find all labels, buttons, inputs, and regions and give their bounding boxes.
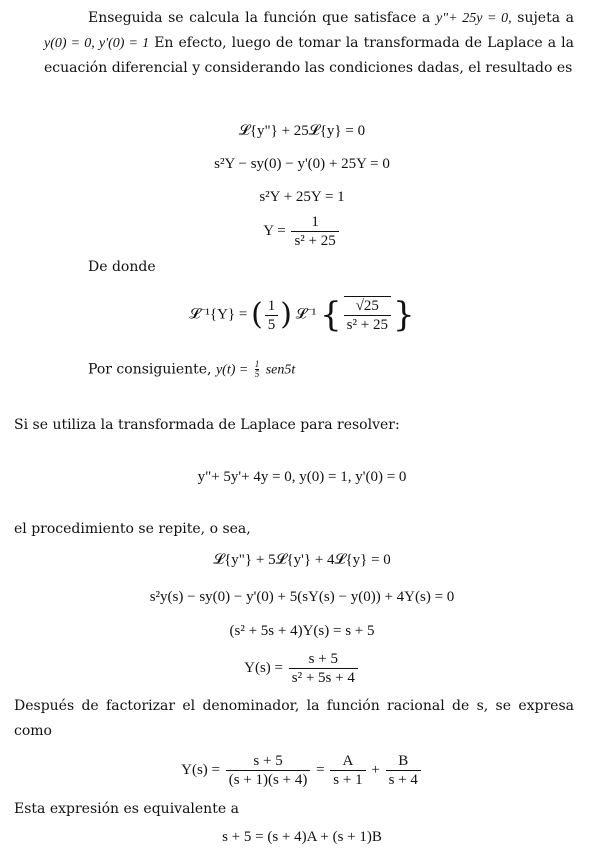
- el-procedimiento-text: el procedimiento se repite, o sea,: [14, 521, 251, 537]
- equation-transformed-1: s²Y − sy(0) − y'(0) + 25Y = 0: [214, 156, 390, 172]
- intro-paragraph: [44, 6, 574, 81]
- equation-laplace-1: 𝓛{y"} + 25𝓛{y} = 0: [238, 123, 366, 139]
- left-brace-icon: {: [320, 295, 342, 335]
- eq1-denominator: s² + 25: [291, 231, 338, 250]
- equation-simplified-1: s²Y + 25Y = 1: [259, 189, 345, 205]
- eq2-numerator: s + 5: [308, 651, 338, 667]
- problem2-equation: y"+ 5y'+ 4y = 0, y(0) = 1, y'(0) = 0: [197, 469, 407, 485]
- eq1-fraction: [291, 213, 338, 250]
- partial-main-fraction: [226, 752, 311, 789]
- equation-solve-y-2: [0, 650, 604, 687]
- si-se-utiliza-text: Si se utiliza la transformada de Laplace para resolver:: [14, 417, 400, 433]
- por-consiguiente-line: [88, 360, 295, 380]
- intro-conditions: y(0) = 0, y'(0) = 1: [44, 36, 150, 51]
- eq2-denominator: s² + 5s + 4: [289, 668, 358, 687]
- solution-frac-num: 1: [254, 359, 260, 369]
- inverse-coef-den: 5: [265, 315, 279, 334]
- solution-lhs: y(t) =: [215, 362, 249, 378]
- eq1-numerator: 1: [311, 214, 319, 230]
- equation-solve-y-1: [0, 213, 604, 250]
- solution-fraction: [255, 360, 260, 379]
- partial-b-den: s + 4: [386, 770, 421, 789]
- equation-transformed-2: s²y(s) − sy(0) − y'(0) + 5(sY(s) − y(0)) + 4Y(s) = 0: [149, 589, 455, 605]
- equation-laplace-2: 𝓛{y"} + 5𝓛{y'} + 4𝓛{y} = 0: [213, 552, 391, 568]
- inverse-lhs: 𝓛⁻¹{Y} =: [189, 306, 248, 323]
- solution-frac-den: 5: [254, 369, 260, 379]
- left-paren-icon: (: [251, 297, 263, 332]
- equation-factored-2: (s² + 5s + 4)Y(s) = s + 5: [229, 623, 375, 639]
- partial-equals: =: [316, 761, 325, 778]
- partial-a-fraction: [330, 752, 365, 789]
- inverse-numerator: √25: [344, 296, 391, 315]
- right-brace-icon: }: [392, 295, 415, 335]
- partial-b-num: B: [398, 753, 409, 769]
- por-consiguiente-label: Por consiguiente,: [88, 361, 212, 378]
- partial-lhs: Y(s) =: [181, 761, 220, 778]
- final-equation: s + 5 = (s + 4)A + (s + 1)B: [222, 829, 382, 845]
- partial-plus: +: [371, 761, 380, 778]
- esta-expresion-text: Esta expresión es equivalente a: [14, 801, 239, 817]
- partial-a-num: A: [342, 753, 354, 769]
- inverse-fraction: [344, 296, 391, 334]
- solution-rhs: sen5t: [265, 362, 296, 378]
- partial-b-fraction: [386, 752, 421, 789]
- eq2-lhs: Y(s) =: [244, 659, 284, 676]
- inverse-operator: 𝓛⁻¹: [295, 306, 317, 323]
- inverse-denominator: s² + 25: [344, 315, 391, 334]
- inverse-coef-num: 1: [267, 297, 276, 314]
- right-paren-icon: ): [280, 297, 293, 332]
- despues-paragraph: Después de factorizar el denominador, la función racional de s, se expresa como: [14, 698, 574, 739]
- partial-a-den: s + 1: [330, 770, 365, 789]
- intro-text-c: En efecto, luego de tomar la transformada de Laplace a la ecuación diferencial y considerando las condiciones dadas, el resultado es: [44, 35, 574, 76]
- eq1-lhs: Y =: [263, 222, 286, 239]
- intro-text-b: sujeta a: [517, 10, 575, 26]
- intro-equation: y"+ 25y = 0,: [436, 11, 512, 26]
- partial-main-num: s + 5: [253, 753, 283, 769]
- inverse-transform-equation: [0, 296, 604, 334]
- eq2-fraction: [289, 650, 358, 687]
- intro-text-a: Enseguida se calcula la función que satisface a: [88, 10, 431, 26]
- partial-fractions-equation: [0, 752, 604, 789]
- inverse-coefficient: [265, 297, 279, 334]
- de-donde-label: De donde: [88, 259, 156, 275]
- partial-main-den: (s + 1)(s + 4): [226, 770, 311, 789]
